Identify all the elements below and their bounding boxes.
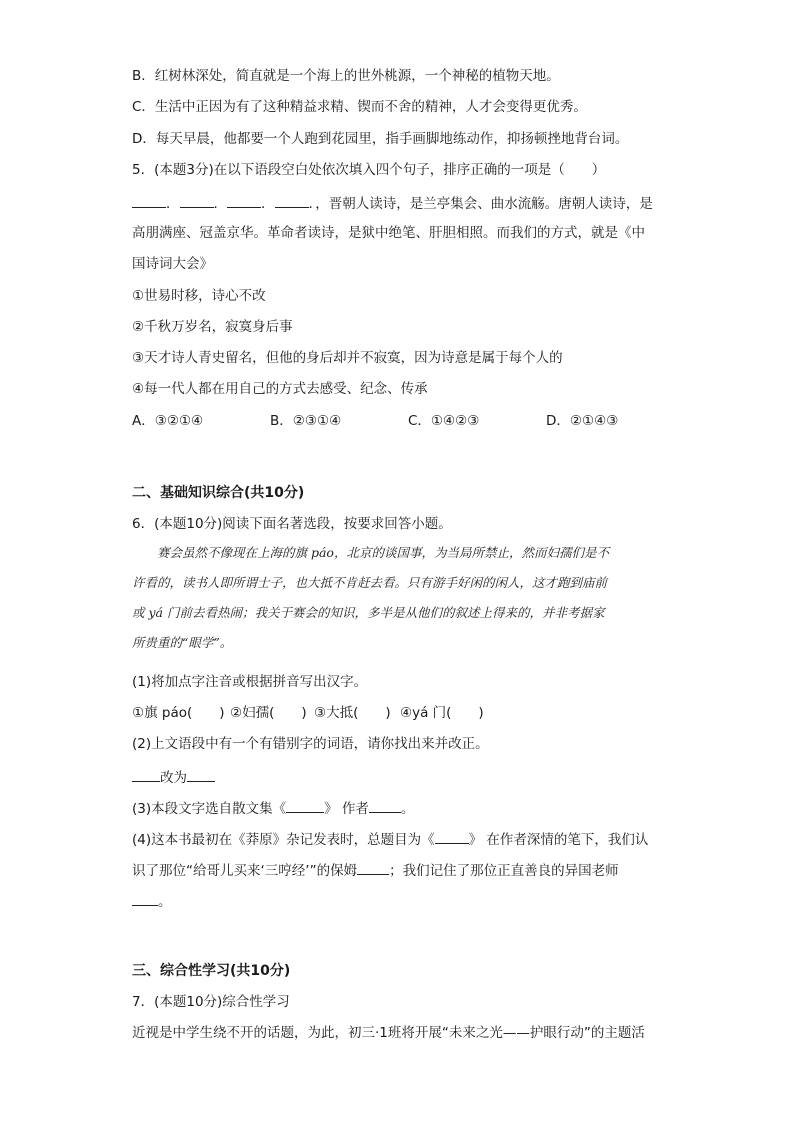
sub2-answer-label: 改为: [160, 770, 187, 786]
blank[interactable]: [357, 860, 389, 875]
q4-option-c: C．生活中正因为有了这种精益求精、锲而不舍的精神，人才会变得更优秀。: [132, 99, 587, 115]
sub4-line2b: ；我们记住了那位正直善良的异国老师: [389, 863, 619, 879]
blank[interactable]: [187, 767, 215, 782]
q5-sentence-4: ④每一代人都在用自己的方式去感受、纪念、传承: [132, 381, 428, 397]
blank[interactable]: [227, 193, 261, 208]
q6-stem: 6．(本题10分)阅读下面名著选段，按要求回答小题。: [132, 516, 452, 532]
q4-option-d: D．每天早晨，他都要一个人跑到花园里，指手画脚地练动作，抑扬顿挫地背台词。: [132, 131, 629, 147]
blank[interactable]: [286, 798, 324, 813]
choice-d[interactable]: D．②①④③: [546, 413, 619, 429]
sub4-prefix: (4)这本书最初在《莽原》杂记发表时，总题目为《: [132, 832, 435, 848]
q6-passage: [132, 538, 662, 658]
sub3-suffix: 。: [400, 801, 415, 817]
q5-sentence-2: ②千秋万岁名，寂寞身后事: [132, 319, 293, 335]
blank[interactable]: [369, 798, 401, 813]
q6-sub1: (1)将加点字注音或根据拼音写出汉字。: [132, 674, 368, 690]
blank[interactable]: [132, 193, 166, 208]
q7-stem: 7．(本题10分)综合性学习: [132, 994, 290, 1010]
blank[interactable]: [132, 891, 158, 906]
q4-option-b: B．红树林深处，简直就是一个海上的世外桃源，一个神秘的植物天地。: [132, 68, 560, 84]
q5-passage-line1: ． ． ． ．，晋朝人读诗，是兰亭集会、曲水流觞。唐朝人读诗，是: [132, 193, 653, 213]
sub3-mid: 》 作者: [324, 801, 369, 817]
section2-heading: 二、基础知识综合(共10分): [132, 485, 305, 501]
q5-sentence-1: ①世易时移，诗心不改: [132, 288, 266, 304]
q5-passage-line3: 国诗词大会》: [132, 256, 213, 272]
blank[interactable]: [180, 193, 214, 208]
sub1-item-3[interactable]: ③大抵( ): [314, 705, 391, 721]
q5-passage-line2: 高朋满座、冠盖京华。革命者读诗，是狱中绝笔、肝胆相照。而我们的方式，就是《中: [132, 225, 645, 241]
choice-a[interactable]: A．③②①④: [132, 413, 204, 429]
q6-sub3: [132, 798, 414, 818]
sub4-line2a: 识了那位“给哥儿买来‘三哼经’”的保姆: [132, 863, 358, 879]
sub4-line3: 。: [158, 894, 172, 910]
q6-sub2-answer: [132, 767, 215, 787]
q5-sentence-3: ③天才诗人青史留名，但他的身后却并不寂寞，因为诗意是属于每个人的: [132, 350, 563, 366]
q7-text: 近视是中学生绕不开的话题，为此，初三·1班将开展“未来之光——护眼行动”的主题活: [132, 1025, 645, 1041]
choice-b[interactable]: B．②③①④: [270, 413, 342, 429]
q6-sub1-items: [132, 704, 484, 722]
q5-passage-text: ，晋朝人读诗，是兰亭集会、曲水流觞。唐朝人读诗，是: [315, 196, 653, 212]
sub3-prefix: (3)本段文字选自散文集《: [132, 801, 287, 817]
sub1-item-2[interactable]: ②妇孺( ): [230, 705, 307, 721]
sub1-item-1[interactable]: ①旗 páo( ): [132, 705, 225, 721]
blank[interactable]: [435, 829, 469, 844]
blank[interactable]: [132, 767, 160, 782]
blank[interactable]: [275, 193, 309, 208]
q6-sub2: (2)上文语段中有一个有错别字的词语，请你找出来并改正。: [132, 736, 489, 752]
q5-stem: 5．(本题3分)在以下语段空白处依次填入四个句子，排序正确的一项是（ ）: [132, 162, 606, 178]
sub4-suffix: 》 在作者深情的笔下，我们认: [468, 832, 649, 848]
q6-sub4: [132, 829, 648, 849]
q5-choices: [132, 412, 684, 430]
sub1-item-4[interactable]: ④yá 门( ): [400, 705, 484, 721]
passage-line: 或 yá 门前去看热闹；我关于赛会的知识，多半是从他们的叙述上得来的，并非考据家: [132, 605, 605, 620]
q6-sub4-line2: [132, 860, 619, 880]
section3-heading: 三、综合性学习(共10分): [132, 963, 291, 979]
passage-line: 所贵重的“眼学”。: [132, 635, 233, 650]
choice-c[interactable]: C．①④②③: [408, 413, 480, 429]
q6-sub4-line3: [132, 891, 172, 911]
passage-line: 许看的，读书人即所谓士子，也大抵不肯赶去看。只有游手好闲的闲人，这才跑到庙前: [132, 575, 608, 590]
passage-line: 赛会虽然不像现在上海的旗 páo，北京的谈国事，为当局所禁止，然而妇孺们是不: [132, 545, 609, 560]
